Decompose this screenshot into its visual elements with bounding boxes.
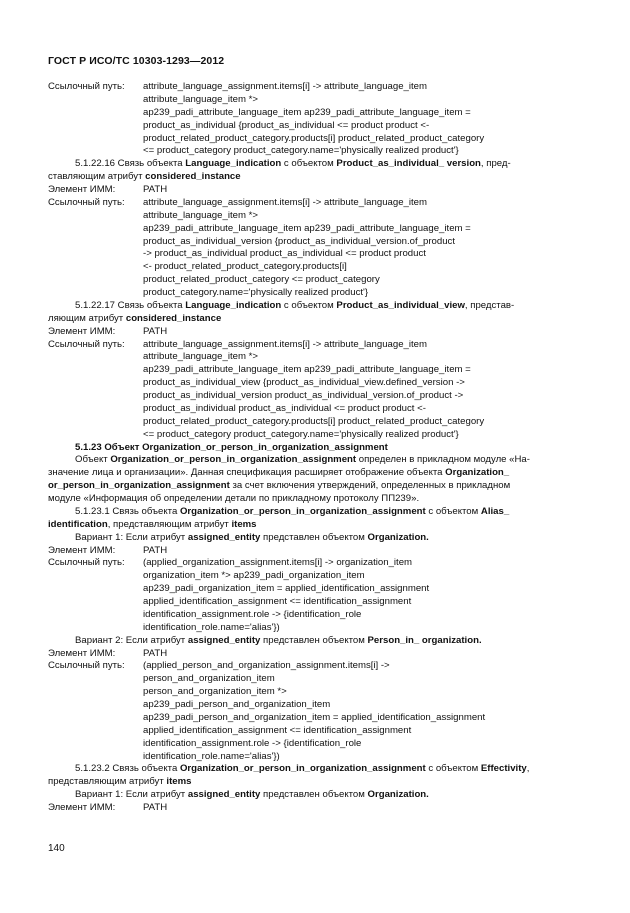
ref-path-label: Ссылочный путь: — [48, 81, 125, 92]
variant-text: Вариант 2: Если атрибут — [75, 634, 188, 646]
path-line: product_category.name='physically realized product'} — [143, 287, 369, 298]
path-line: product_related_product_category <= product_category — [143, 274, 380, 286]
aim-element-line — [48, 326, 582, 339]
page-number: 140 — [48, 843, 65, 854]
subsection-number: 5.1.22.17 Связь объекта — [75, 299, 186, 311]
path-line: ap239_padi_attribute_language_item ap239_padi_attribute_language_item = — [143, 364, 471, 376]
subsection-heading — [48, 506, 582, 519]
variant-line — [48, 789, 582, 802]
ref-path-label: Ссылочный путь: — [48, 557, 125, 569]
paragraph-line: модуле «Информация об определении детали по прикладному протоколу ПП239». — [48, 493, 420, 504]
paragraph-text: определен в прикладном модуле «На- — [356, 454, 530, 466]
source-object: Language_indication — [185, 158, 282, 170]
path-line: <- product_related_product_category.products[i] — [143, 261, 347, 273]
attribute-name: considered_instance — [145, 171, 241, 183]
object-name: Organization. — [367, 789, 429, 801]
connector-text: с объектом — [425, 763, 481, 775]
variant-text: представлен объектом — [260, 531, 368, 543]
attribute-name: assigned_entity — [187, 634, 261, 646]
aim-element-label: Элемент ИММ: — [48, 802, 116, 813]
aim-element-line — [48, 648, 582, 661]
object-name: or_person_in_organization_assignment — [48, 480, 230, 492]
aim-element-label: Элемент ИММ: — [48, 647, 116, 659]
heading-tail: , — [526, 763, 530, 775]
ref-path-line — [48, 557, 582, 570]
subsection-number: 5.1.23.1 Связь объекта — [75, 505, 180, 517]
aim-element-value: PATH — [143, 802, 168, 813]
target-object: Effectivity — [480, 763, 527, 775]
path-line: product_as_individual_view {product_as_individual_view.defined_version -> — [143, 377, 465, 389]
subsection-number: 5.1.23.2 Связь объекта — [75, 763, 180, 775]
attribute-name: assigned_entity — [187, 531, 261, 543]
aim-element-line — [48, 545, 582, 558]
aim-element-value: PATH — [143, 647, 168, 659]
path-text: attribute_language_assignment.items[i] -> attribute_language_item — [143, 81, 427, 92]
attribute-intro: ставляющим атрибут — [48, 171, 146, 183]
path-text: attribute_language_assignment.items[i] -> attribute_language_item — [143, 338, 427, 350]
path-line: product_related_product_category.products[i] product_related_product_category — [143, 415, 485, 427]
paragraph-text: за счет включения утверждений, определенных в прикладном — [229, 480, 511, 492]
subsection-heading-cont — [48, 171, 582, 184]
path-line: ap239_padi_person_and_organization_item — [143, 699, 331, 710]
path-line: applied_identification_assignment <= identification_assignment — [143, 724, 412, 736]
ref-path-label: Ссылочный путь: — [48, 338, 125, 350]
subsection-heading-cont — [48, 519, 582, 532]
path-line: organization_item *> ap239_padi_organization_item — [143, 570, 365, 582]
variant-line — [48, 532, 582, 545]
path-line: <= product_category product_category.name='physically realized product'} — [143, 145, 459, 157]
paragraph-line — [48, 454, 582, 467]
ref-path-line — [48, 81, 582, 94]
path-text: (applied_organization_assignment.items[i] -> organization_item — [143, 557, 413, 569]
target-object: Product_as_individual_view — [336, 299, 465, 311]
path-line: -> product_as_individual product_as_individual <= product product — [143, 248, 426, 260]
object-name: Person_in_ organization. — [367, 634, 482, 646]
path-line: product_as_individual product_as_individual <= product product <- — [143, 402, 426, 414]
path-line: person_and_organization_item *> — [143, 686, 287, 698]
path-line: product_as_individual {product_as_individual <= product product <- — [143, 119, 430, 131]
ref-path-line — [48, 660, 582, 673]
target-object: Product_as_individual_ version — [336, 158, 481, 170]
object-name: Organization. — [367, 531, 429, 543]
ref-path-line — [48, 339, 582, 352]
subsection-heading — [48, 300, 582, 313]
subsection-heading-cont — [48, 313, 582, 326]
attribute-name: items — [166, 776, 192, 788]
connector-text: с объектом — [281, 299, 337, 311]
path-line: product_as_individual_version product_as_individual_version.of_product -> — [143, 390, 464, 401]
object-name: Organization_or_person_in_organization_assignment — [110, 454, 357, 466]
path-text: (applied_person_and_organization_assignment.items[i] -> — [143, 660, 390, 672]
object-name: Organization_ — [445, 467, 510, 479]
target-object: identification — [48, 518, 108, 530]
variant-text: представлен объектом — [260, 634, 368, 646]
source-object: Language_indication — [185, 299, 282, 311]
subsection-heading — [48, 158, 582, 171]
path-line: attribute_language_item *> — [143, 351, 258, 363]
path-line: attribute_language_item *> — [143, 209, 258, 221]
subsection-heading — [48, 763, 582, 776]
subsection-heading-cont — [48, 776, 582, 789]
heading-tail: , пред- — [480, 158, 511, 170]
path-line: ap239_padi_attribute_language_item ap239_padi_attribute_language_item = — [143, 222, 471, 234]
section-title: 5.1.23 Объект Organization_or_person_in_organization_assignment — [75, 441, 388, 453]
variant-text: Вариант 1: Если атрибут — [75, 789, 188, 801]
page-body — [48, 81, 582, 815]
paragraph-line — [48, 480, 582, 493]
section-heading — [48, 442, 582, 455]
aim-element-label: Элемент ИММ: — [48, 544, 116, 556]
aim-element-value: PATH — [143, 325, 168, 337]
attribute-intro: представляющим атрибут — [48, 776, 167, 788]
path-line: applied_identification_assignment <= identification_assignment — [143, 596, 412, 607]
page-header: ГОСТ Р ИСО/ТС 10303-1293—2012 — [48, 55, 225, 67]
variant-text: представлен объектом — [260, 789, 368, 801]
paragraph-text: Объект — [75, 454, 111, 466]
paragraph-line — [48, 467, 582, 480]
variant-text: Вариант 1: Если атрибут — [75, 531, 188, 543]
path-line: person_and_organization_item — [143, 673, 275, 685]
aim-element-value: PATH — [143, 184, 168, 195]
source-object: Organization_or_person_in_organization_assignment — [179, 763, 426, 775]
variant-line — [48, 635, 582, 648]
path-line: identification_role.name='alias'}) — [143, 750, 280, 762]
attribute-name: considered_instance — [125, 312, 222, 324]
attribute-intro: ляющим атрибут — [48, 312, 126, 324]
ref-path-label: Ссылочный путь: — [48, 660, 125, 672]
aim-element-value: PATH — [143, 544, 168, 556]
paragraph-text: значение лица и организации». Данная спецификация расширяет отображение объекта — [48, 467, 446, 479]
path-line: <= product_category product_category.name='physically realized product'} — [143, 428, 459, 440]
subsection-number: 5.1.22.16 Связь объекта — [75, 158, 186, 170]
heading-tail: , представ- — [464, 299, 515, 311]
aim-element-line — [48, 184, 582, 197]
attribute-name: items — [231, 518, 257, 530]
ref-path-line — [48, 197, 582, 210]
path-line: product_related_product_category.products[i] product_related_product_category — [143, 132, 485, 144]
path-line: attribute_language_item *> — [143, 93, 258, 105]
source-object: Organization_or_person_in_organization_assignment — [179, 505, 426, 517]
ref-path-label: Ссылочный путь: — [48, 196, 125, 208]
path-text: attribute_language_assignment.items[i] -> attribute_language_item — [143, 196, 427, 208]
attribute-intro: , представляющим атрибут — [107, 518, 232, 530]
path-line: identification_role.name='alias'}) — [143, 621, 280, 633]
target-object: Alias_ — [480, 505, 510, 517]
path-line: identification_assignment.role -> {identification_role — [143, 608, 362, 620]
connector-text: с объектом — [281, 158, 337, 170]
path-line: ap239_padi_person_and_organization_item = applied_identification_assignment — [143, 711, 486, 723]
path-line: ap239_padi_attribute_language_item ap239_padi_attribute_language_item = — [143, 106, 471, 118]
attribute-name: assigned_entity — [187, 789, 261, 801]
path-line: identification_assignment.role -> {identification_role — [143, 737, 362, 749]
aim-element-label: Элемент ИММ: — [48, 325, 116, 337]
aim-element-line — [48, 802, 582, 815]
path-line: product_as_individual_version {product_as_individual_version.of_product — [143, 235, 456, 247]
path-line: ap239_padi_organization_item = applied_identification_assignment — [143, 583, 430, 595]
connector-text: с объектом — [425, 505, 481, 517]
aim-element-label: Элемент ИММ: — [48, 184, 116, 195]
